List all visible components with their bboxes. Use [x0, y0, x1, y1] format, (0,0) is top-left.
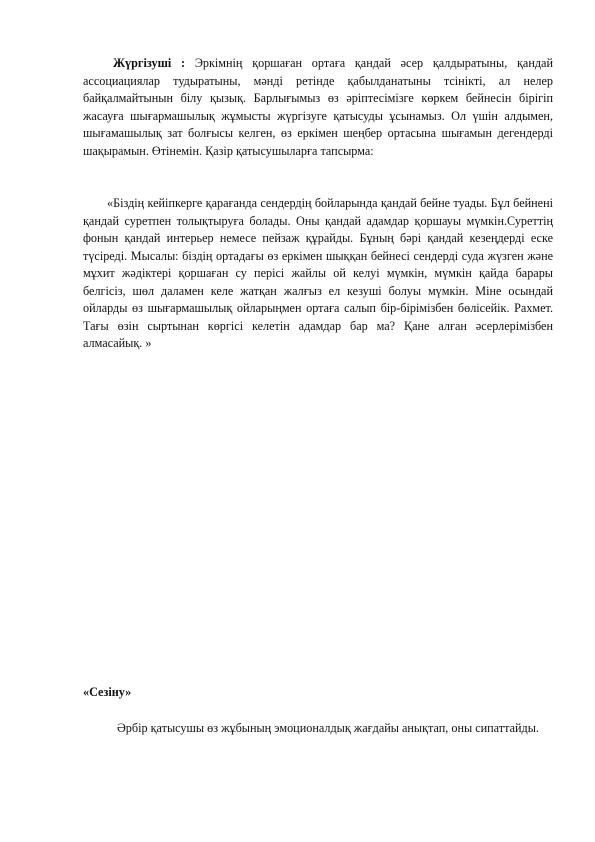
paragraph-participant-task: Әрбір қатысушы өз жұбының эмоционалдық жағдайы анықтап, оны сипаттайды.	[117, 721, 539, 735]
paragraph-facilitator-text: Эркімнің қоршаған ортаға қандай әсер қалдыратыны, қандай ассоциациялар тудыратыны, мәнді ретінде қабылданатыны тсінікті, ал нелер байқалмайтынын білу қызық. Барлығымыз өз әріптесімізге көркем бейнесін бірігіп жасауға шығармашылық жұмысты жүргізуге қатысуды ұсынамыз. Ол үшін алдымен, шығамашылық зат болғысы келген, өз еркімен шеңбер ортасына шығамын дегендерді шақырамын. Өтінемін. Қазір қатысушыларға тапсырма:	[83, 56, 553, 158]
paragraph-facilitator-intro	[83, 55, 553, 160]
paragraph-task-quote: «Біздің кейіпкерге қарағанда сендердің бойларында қандай бейне туады. Бұл бейнені қандай суретпен толықтыруға болады. Оны қандай адамдар қоршауы мүмкін.Суреттің фонын қандай интерьер немесе пейзаж құрайды. Бұның бәрі қандай кезеңдерді еске түсіреді. Мысалы: біздің ортадағы өз еркімен шыққан бейнесі сендерді суда жүзген және мұхит жәдіктері қоршаған су перісі жайлы ой келуі мүмкін, мүмкін қайда барары белгісіз, шөл даламен келе жатқан жалғыз ел кезуші болуы мүмкін. Міне осындай ойларды өз шығармашылық ойларыңмен ортаға салып бір-бірімізбен бөлісейік. Рахмет. Тағы өзін сыртынан көргісі келетін адамдар бар ма? Қане алған әсерлерімізбен алмасайық. »	[83, 196, 553, 350]
speaker-label: Жүргізуші :	[113, 56, 186, 70]
section-heading: «Сезіну»	[83, 685, 132, 699]
